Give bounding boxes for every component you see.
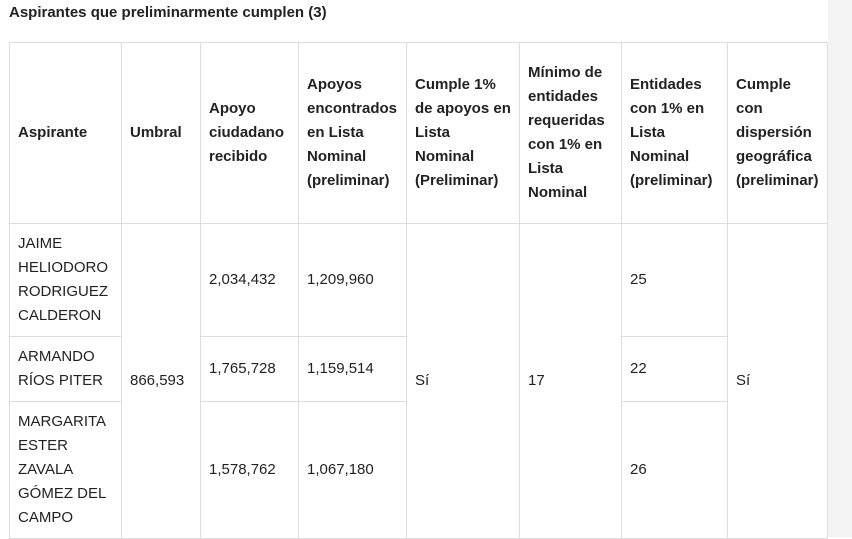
cell-entidades: 26 — [622, 402, 728, 539]
cell-dispersion: Sí — [728, 224, 828, 539]
cell-apoyos-lista: 1,067,180 — [299, 402, 407, 539]
cell-apoyo: 1,578,762 — [201, 402, 299, 539]
table-row — [10, 224, 828, 337]
aspirantes-table — [9, 42, 828, 539]
cell-aspirante: ARMANDO RÍOS PITER — [10, 337, 122, 402]
cell-aspirante: MARGARITA ESTER ZAVALA GÓMEZ DEL CAMPO — [10, 402, 122, 539]
header-cumple-1-porciento: Cumple 1% de apoyos en Lista Nominal (Preliminar) — [407, 43, 520, 224]
cell-aspirante: JAIME HELIODORO RODRIGUEZ CALDERON — [10, 224, 122, 337]
cell-entidades: 25 — [622, 224, 728, 337]
cell-minimo: 17 — [520, 224, 622, 539]
header-dispersion-geografica: Cumple con dispersión geográfica (preliminar) — [728, 43, 828, 224]
cell-entidades: 22 — [622, 337, 728, 402]
cell-apoyo: 1,765,728 — [201, 337, 299, 402]
cell-apoyos-lista: 1,159,514 — [299, 337, 407, 402]
cell-umbral: 866,593 — [122, 224, 201, 539]
header-entidades-1-porciento: Entidades con 1% en Lista Nominal (preliminar) — [622, 43, 728, 224]
cell-apoyo: 2,034,432 — [201, 224, 299, 337]
header-row — [10, 43, 828, 224]
header-minimo-entidades: Mínimo de entidades requeridas con 1% en Lista Nominal — [520, 43, 622, 224]
table-caption: Aspirantes que preliminarmente cumplen (3) — [9, 4, 327, 21]
cell-cumple-1: Sí — [407, 224, 520, 539]
header-umbral: Umbral — [122, 43, 201, 224]
side-rail — [828, 0, 852, 537]
header-aspirante: Aspirante — [10, 43, 122, 224]
header-apoyo-ciudadano: Apoyo ciudadano recibido — [201, 43, 299, 224]
cell-apoyos-lista: 1,209,960 — [299, 224, 407, 337]
header-apoyos-lista-nominal: Apoyos encontrados en Lista Nominal (preliminar) — [299, 43, 407, 224]
